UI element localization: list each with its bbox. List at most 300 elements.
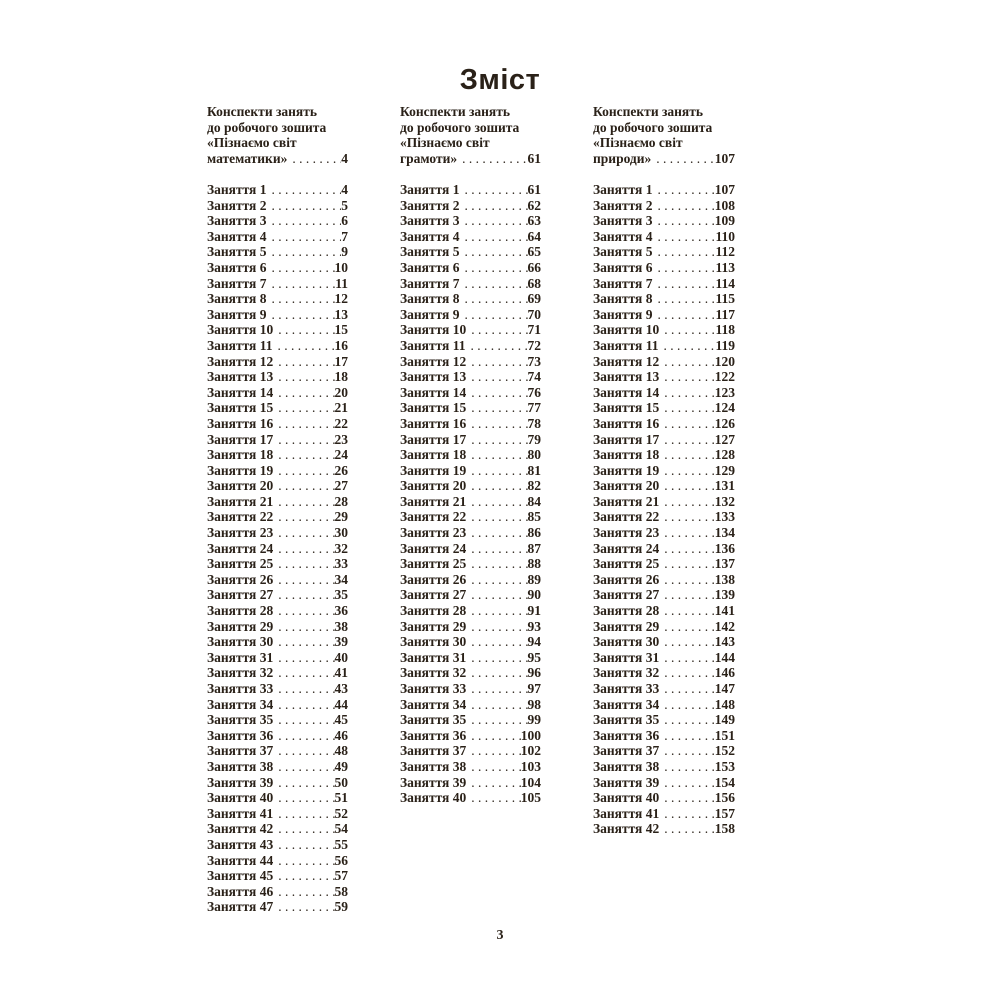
toc-entry[interactable] (207, 775, 348, 791)
toc-entry[interactable] (207, 525, 348, 541)
toc-entry[interactable] (593, 587, 735, 603)
toc-entry[interactable] (400, 432, 541, 448)
toc-entry[interactable] (207, 868, 348, 884)
toc-entry[interactable] (400, 322, 541, 338)
toc-entry[interactable] (593, 665, 735, 681)
section-heading-entry[interactable] (207, 151, 348, 167)
toc-column-nature (593, 104, 735, 837)
toc-entry-label: Заняття 5 (593, 244, 653, 260)
toc-entry[interactable] (400, 556, 541, 572)
toc-entry[interactable] (207, 229, 348, 245)
toc-entry[interactable] (207, 619, 348, 635)
toc-entry-label: Заняття 15 (593, 400, 660, 416)
toc-entry-page: 5 (341, 197, 348, 213)
toc-entry[interactable] (593, 821, 735, 837)
dot-leader (273, 322, 334, 338)
toc-entry-label: Заняття 15 (207, 400, 274, 416)
toc-entry-page: 153 (714, 758, 735, 774)
dot-leader (273, 853, 334, 869)
toc-entry-label: Заняття 40 (400, 790, 467, 806)
dot-leader (266, 229, 341, 245)
toc-entry-label: Заняття 23 (593, 525, 660, 541)
toc-entry[interactable] (207, 759, 348, 775)
toc-entry[interactable] (207, 587, 348, 603)
toc-entry[interactable] (207, 697, 348, 713)
dot-leader (652, 213, 714, 229)
toc-entry[interactable] (593, 541, 735, 557)
toc-entry[interactable] (207, 665, 348, 681)
dot-leader (659, 432, 715, 448)
toc-entry[interactable] (400, 509, 541, 525)
toc-entry[interactable] (593, 213, 735, 229)
toc-entry[interactable] (207, 322, 348, 338)
toc-entry[interactable] (207, 899, 348, 915)
toc-entry-label: Заняття 28 (593, 603, 660, 619)
toc-entry[interactable] (593, 385, 735, 401)
toc-entry[interactable] (400, 603, 541, 619)
toc-entry-label: Заняття 44 (207, 852, 274, 868)
toc-entry[interactable] (207, 790, 348, 806)
toc-entry[interactable] (207, 447, 348, 463)
toc-entry-label: Заняття 3 (207, 213, 267, 229)
toc-entry[interactable] (593, 322, 735, 338)
toc-entry[interactable] (207, 338, 348, 354)
dot-leader (659, 416, 715, 432)
dot-leader (459, 276, 527, 292)
toc-entry[interactable] (593, 463, 735, 479)
dot-leader (273, 837, 334, 853)
toc-entry[interactable] (207, 728, 348, 744)
dot-leader (273, 385, 334, 401)
toc-entry[interactable] (207, 260, 348, 276)
toc-entry[interactable] (593, 182, 735, 198)
dot-leader (659, 556, 715, 572)
toc-entry[interactable] (400, 634, 541, 650)
dot-leader (273, 884, 334, 900)
toc-entry[interactable] (400, 291, 541, 307)
dot-leader (659, 634, 715, 650)
dot-leader (266, 213, 341, 229)
toc-entry[interactable] (400, 338, 541, 354)
dot-leader (459, 182, 527, 198)
toc-entry[interactable] (400, 728, 541, 744)
toc-entry-page: 138 (714, 571, 735, 587)
dot-leader (659, 603, 715, 619)
toc-entry[interactable] (400, 198, 541, 214)
dot-leader (659, 697, 715, 713)
section-heading-line: до робочого зошита (207, 119, 327, 135)
toc-entry-page: 7 (341, 228, 348, 244)
toc-entry[interactable] (207, 307, 348, 323)
toc-entry[interactable] (207, 509, 348, 525)
toc-entry[interactable] (593, 743, 735, 759)
dot-leader (459, 198, 527, 214)
toc-entry[interactable] (593, 619, 735, 635)
toc-entry-page: 118 (715, 322, 735, 338)
dot-leader (273, 759, 334, 775)
toc-entry[interactable] (400, 229, 541, 245)
toc-entry-page: 57 (334, 868, 348, 884)
toc-entry-page: 23 (334, 431, 348, 447)
toc-entry-label: Заняття 8 (400, 291, 460, 307)
toc-entry[interactable] (593, 509, 735, 525)
toc-entry-label: Заняття 34 (400, 696, 467, 712)
toc-entry[interactable] (593, 291, 735, 307)
toc-entry-page: 74 (527, 369, 541, 385)
dot-leader (659, 369, 715, 385)
toc-entry-page: 62 (527, 197, 541, 213)
toc-column-math (207, 104, 348, 915)
toc-entry-page: 24 (334, 447, 348, 463)
toc-entry[interactable] (400, 369, 541, 385)
toc-entry[interactable] (593, 276, 735, 292)
toc-entry[interactable] (400, 572, 541, 588)
toc-entry-page: 46 (334, 727, 348, 743)
section-page-number: 107 (714, 150, 735, 166)
toc-entry[interactable] (207, 541, 348, 557)
toc-entry[interactable] (207, 198, 348, 214)
dot-leader (659, 525, 715, 541)
toc-entry-label: Заняття 5 (207, 244, 267, 260)
dot-leader (652, 198, 714, 214)
toc-entry[interactable] (593, 494, 735, 510)
toc-entry-page: 144 (714, 649, 735, 665)
toc-entry-page: 88 (527, 556, 541, 572)
toc-entry-label: Заняття 18 (593, 447, 660, 463)
toc-entry[interactable] (400, 400, 541, 416)
toc-entry[interactable] (400, 307, 541, 323)
toc-entry[interactable] (593, 790, 735, 806)
toc-entry-label: Заняття 42 (207, 821, 274, 837)
dot-leader (273, 634, 334, 650)
toc-entry-label: Заняття 18 (400, 447, 467, 463)
toc-entry-page: 105 (520, 790, 541, 806)
toc-entry-label: Заняття 41 (207, 805, 274, 821)
toc-entry-page: 113 (715, 259, 735, 275)
toc-entry[interactable] (593, 432, 735, 448)
toc-entry[interactable] (207, 650, 348, 666)
toc-entry[interactable] (593, 806, 735, 822)
toc-entry[interactable] (400, 416, 541, 432)
toc-entry-label: Заняття 45 (207, 868, 274, 884)
toc-entry[interactable] (400, 385, 541, 401)
dot-leader (659, 759, 715, 775)
toc-entry-page: 147 (714, 681, 735, 696)
toc-entry-page: 61 (527, 182, 541, 197)
toc-entry[interactable] (400, 525, 541, 541)
toc-entry-label: Заняття 31 (207, 649, 274, 665)
toc-entry-label: Заняття 19 (593, 462, 660, 478)
toc-entry[interactable] (400, 775, 541, 791)
dot-leader (659, 541, 715, 557)
toc-entry[interactable] (593, 354, 735, 370)
toc-entry[interactable] (207, 743, 348, 759)
toc-entry-label: Заняття 9 (400, 306, 460, 322)
toc-entry[interactable] (400, 494, 541, 510)
toc-entry[interactable] (593, 525, 735, 541)
toc-entry-page: 132 (714, 493, 735, 509)
dot-leader (466, 541, 527, 557)
dot-leader (273, 790, 334, 806)
toc-entry[interactable] (207, 400, 348, 416)
section-heading-line: Конспекти занять (593, 104, 703, 119)
toc-entry-page: 108 (714, 197, 735, 213)
toc-entry-label: Заняття 11 (207, 337, 273, 353)
toc-entry-page: 11 (335, 275, 348, 291)
toc-entry[interactable] (207, 354, 348, 370)
toc-entry[interactable] (207, 385, 348, 401)
toc-entry-label: Заняття 9 (593, 306, 653, 322)
toc-entry[interactable] (400, 759, 541, 775)
dot-leader (266, 307, 334, 323)
toc-entry[interactable] (593, 728, 735, 744)
toc-entry[interactable] (400, 650, 541, 666)
toc-entry[interactable] (207, 821, 348, 837)
toc-entry[interactable] (400, 587, 541, 603)
toc-entry-label: Заняття 5 (400, 244, 460, 260)
dot-leader (273, 775, 334, 791)
toc-entry-label: Заняття 28 (207, 603, 274, 619)
toc-entry[interactable] (400, 260, 541, 276)
dot-leader (466, 416, 527, 432)
toc-entry[interactable] (400, 276, 541, 292)
toc-entry[interactable] (207, 369, 348, 385)
toc-entry-page: 49 (334, 758, 348, 774)
toc-entry[interactable] (207, 837, 348, 853)
toc-entry-page: 9 (341, 244, 348, 260)
dot-leader (659, 509, 715, 525)
toc-entry[interactable] (593, 447, 735, 463)
page-title: Зміст (459, 64, 541, 96)
toc-entry-label: Заняття 3 (593, 213, 653, 229)
toc-entry-label: Заняття 21 (593, 493, 660, 509)
toc-entry[interactable] (593, 712, 735, 728)
toc-entry-label: Заняття 6 (207, 259, 267, 275)
dot-leader (266, 198, 341, 214)
toc-entry[interactable] (593, 307, 735, 323)
toc-entry-label: Заняття 33 (593, 681, 660, 696)
toc-entry[interactable] (400, 244, 541, 260)
toc-entry[interactable] (400, 743, 541, 759)
toc-entry[interactable] (207, 712, 348, 728)
toc-entry[interactable] (207, 634, 348, 650)
toc-entry-page: 64 (527, 228, 541, 244)
toc-entry-label: Заняття 21 (400, 493, 467, 509)
toc-entry-label: Заняття 9 (207, 306, 267, 322)
dot-leader (266, 291, 334, 307)
toc-entry[interactable] (593, 634, 735, 650)
toc-entry-page: 115 (715, 291, 735, 307)
toc-entry-page: 99 (527, 712, 541, 728)
dot-leader (466, 634, 527, 650)
toc-entry[interactable] (593, 572, 735, 588)
toc-entry[interactable] (593, 759, 735, 775)
dot-leader (459, 229, 527, 245)
dot-leader (659, 790, 715, 806)
section-heading-entry[interactable] (400, 151, 541, 167)
toc-entry-page: 86 (527, 525, 541, 541)
toc-entry[interactable] (207, 213, 348, 229)
toc-entry[interactable] (400, 681, 541, 697)
toc-entry[interactable] (207, 853, 348, 869)
section-heading-entry[interactable] (593, 151, 735, 167)
toc-entry-label: Заняття 40 (207, 790, 274, 806)
dot-leader (466, 743, 521, 759)
toc-entry[interactable] (207, 276, 348, 292)
toc-entry[interactable] (207, 494, 348, 510)
toc-entry-label: Заняття 38 (593, 758, 660, 774)
dot-leader (659, 478, 715, 494)
toc-entry[interactable] (207, 182, 348, 198)
dot-leader (466, 728, 521, 744)
dot-leader (459, 213, 527, 229)
toc-entry[interactable] (207, 572, 348, 588)
toc-entry[interactable] (400, 541, 541, 557)
toc-entry[interactable] (207, 556, 348, 572)
toc-entry-page: 20 (334, 384, 348, 400)
toc-entry[interactable] (400, 697, 541, 713)
toc-entry[interactable] (207, 416, 348, 432)
toc-entry-label: Заняття 33 (400, 681, 467, 696)
toc-entry-page: 15 (334, 322, 348, 338)
toc-entry[interactable] (593, 400, 735, 416)
toc-entry[interactable] (593, 603, 735, 619)
dot-leader (652, 182, 714, 198)
toc-entry-page: 79 (527, 431, 541, 447)
toc-entry[interactable] (593, 697, 735, 713)
toc-entry[interactable] (593, 244, 735, 260)
toc-entry-label: Заняття 7 (400, 275, 460, 291)
toc-entry-page: 149 (714, 712, 735, 728)
toc-entry-page: 56 (334, 852, 348, 868)
toc-entry[interactable] (207, 478, 348, 494)
toc-entry[interactable] (593, 416, 735, 432)
toc-entry[interactable] (593, 229, 735, 245)
toc-entry-page: 104 (520, 774, 541, 790)
toc-entry-page: 40 (334, 649, 348, 665)
toc-entry-label: Заняття 6 (400, 259, 460, 275)
toc-entry[interactable] (207, 884, 348, 900)
toc-entry-label: Заняття 39 (400, 774, 467, 790)
dot-leader (466, 322, 527, 338)
toc-entry-page: 97 (527, 681, 541, 696)
toc-entry[interactable] (207, 681, 348, 697)
toc-entry[interactable] (593, 556, 735, 572)
dot-leader (659, 447, 715, 463)
toc-entry[interactable] (400, 463, 541, 479)
toc-entry-page: 16 (334, 337, 348, 353)
section-heading-title: природи» (593, 150, 652, 166)
toc-entry[interactable] (400, 447, 541, 463)
toc-entry-page: 30 (334, 525, 348, 541)
toc-entry[interactable] (207, 603, 348, 619)
toc-entry[interactable] (593, 369, 735, 385)
dot-leader (273, 494, 334, 510)
toc-entry-page: 68 (527, 275, 541, 291)
toc-entry[interactable] (593, 198, 735, 214)
toc-entry-page: 39 (334, 634, 348, 650)
toc-entry[interactable] (400, 790, 541, 806)
toc-entry[interactable] (593, 681, 735, 697)
toc-entry[interactable] (400, 182, 541, 198)
toc-entry-page: 110 (715, 228, 735, 244)
toc-entry-label: Заняття 35 (400, 712, 467, 728)
toc-entry-page: 55 (334, 836, 348, 852)
toc-entry[interactable] (593, 338, 735, 354)
toc-entry[interactable] (400, 712, 541, 728)
toc-entry-label: Заняття 17 (207, 431, 274, 447)
dot-leader (466, 556, 527, 572)
toc-entry-label: Заняття 24 (400, 540, 467, 556)
dot-leader (466, 712, 527, 728)
toc-entry-label: Заняття 37 (207, 743, 274, 759)
toc-entry-page: 12 (334, 291, 348, 307)
toc-entry[interactable] (593, 775, 735, 791)
toc-entry[interactable] (207, 806, 348, 822)
toc-entry-label: Заняття 14 (207, 384, 274, 400)
toc-entry[interactable] (207, 291, 348, 307)
toc-entry[interactable] (400, 213, 541, 229)
toc-entry-label: Заняття 26 (593, 571, 660, 587)
toc-entry-page: 154 (714, 774, 735, 790)
dot-leader (659, 385, 715, 401)
dot-leader (466, 572, 527, 588)
toc-entry[interactable] (593, 260, 735, 276)
toc-entry-label: Заняття 11 (400, 337, 466, 353)
dot-leader (659, 400, 715, 416)
toc-entry-page: 112 (715, 244, 735, 260)
toc-entry[interactable] (593, 650, 735, 666)
toc-entry-label: Заняття 26 (400, 571, 467, 587)
toc-entry-label: Заняття 4 (593, 228, 653, 244)
toc-entry-page: 71 (527, 322, 541, 338)
dot-leader (659, 463, 715, 479)
toc-entry-label: Заняття 22 (400, 509, 467, 525)
toc-entry[interactable] (207, 244, 348, 260)
toc-entry-label: Заняття 1 (400, 182, 460, 197)
toc-entry[interactable] (400, 478, 541, 494)
section-heading-line: до робочого зошита (400, 119, 520, 135)
toc-entry-label: Заняття 4 (400, 228, 460, 244)
dot-leader (273, 665, 334, 681)
toc-entry[interactable] (207, 463, 348, 479)
toc-entry[interactable] (400, 354, 541, 370)
toc-entry[interactable] (593, 478, 735, 494)
dot-leader (652, 307, 715, 323)
toc-entry[interactable] (207, 432, 348, 448)
dot-leader (466, 509, 527, 525)
toc-entry-label: Заняття 21 (207, 493, 274, 509)
toc-entry[interactable] (400, 665, 541, 681)
toc-entry-label: Заняття 24 (207, 540, 274, 556)
toc-entry-page: 51 (334, 790, 348, 806)
toc-entry-page: 80 (527, 447, 541, 463)
toc-entry-page: 109 (714, 213, 735, 229)
toc-entry-page: 133 (714, 509, 735, 525)
dot-leader (466, 369, 527, 385)
dot-leader (659, 728, 715, 744)
section-heading-title: математики» (207, 150, 288, 166)
toc-entry[interactable] (400, 619, 541, 635)
toc-entry-label: Заняття 31 (593, 649, 660, 665)
dot-leader (273, 525, 334, 541)
toc-entry-page: 134 (714, 525, 735, 541)
toc-entry-page: 124 (714, 400, 735, 416)
toc-entry-label: Заняття 38 (207, 758, 274, 774)
toc-entry-page: 146 (714, 665, 735, 681)
section-heading-line: Конспекти занять (400, 104, 510, 119)
section-heading-line: «Пізнаємо світ (400, 135, 490, 151)
